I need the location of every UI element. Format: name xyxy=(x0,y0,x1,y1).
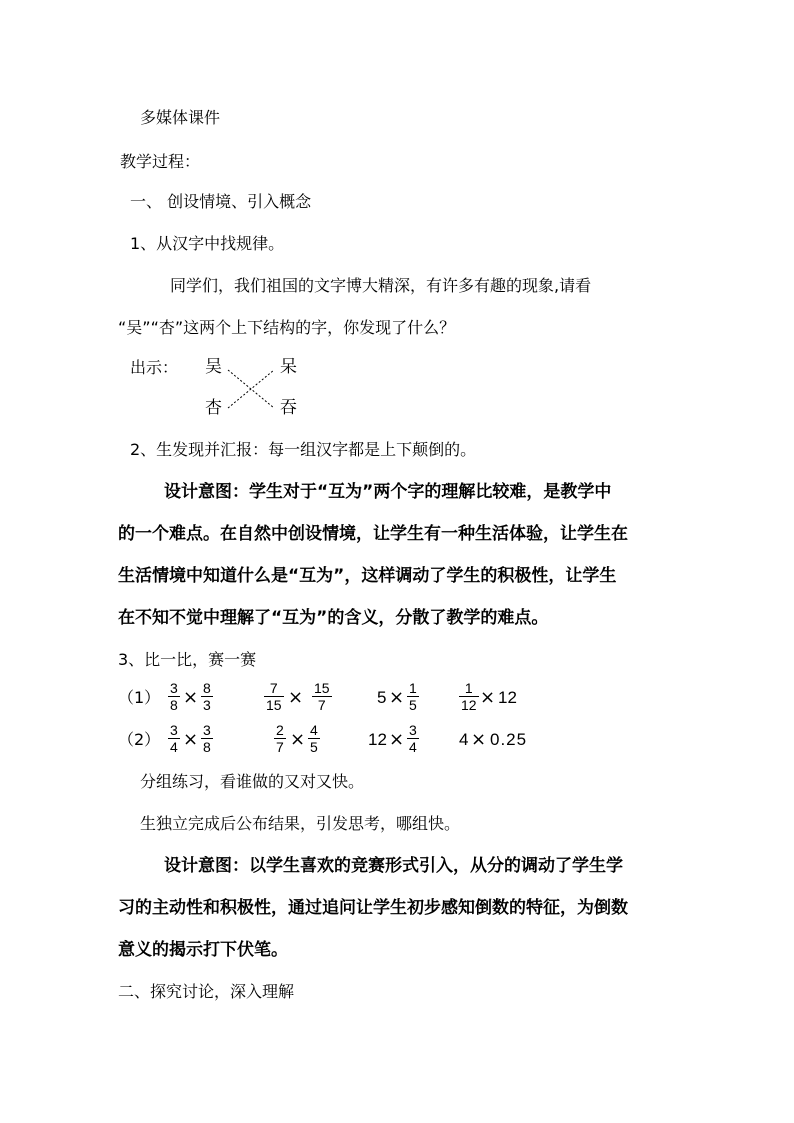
design-intent-1-line1: 设计意图：学生对于“互为”两个字的理解比较难，是教学中 xyxy=(164,482,612,502)
whole-number: 5 xyxy=(377,688,387,707)
cross-lines-diagram xyxy=(226,366,276,412)
char-tun: 吞 xyxy=(280,398,297,418)
row-1-label: （1） xyxy=(118,688,161,707)
step-2-text: 2、生发现并汇报：每一组汉字都是上下颠倒的。 xyxy=(130,440,477,459)
whole-number: 12 xyxy=(498,688,517,707)
char-wu: 吴 xyxy=(205,357,222,377)
design-intent-2-line1: 设计意图：以学生喜欢的竞赛形式引入，从分的调动了学生学 xyxy=(164,856,623,876)
paragraph-intro-1: 同学们，我们祖国的文字博大精深，有许多有趣的现象,请看 xyxy=(170,276,592,295)
times-sign: × xyxy=(389,729,405,750)
design-intent-2-line3: 意义的揭示打下伏笔。 xyxy=(118,940,288,960)
section-one-title: 一、 创设情境、引入概念 xyxy=(130,192,312,211)
independent-work-text: 生独立完成后公布结果，引发思考，哪组快。 xyxy=(140,814,461,833)
row-2-label: （2） xyxy=(118,730,161,749)
fraction: $\frac{3}{8}$ xyxy=(170,680,178,713)
fraction: $\frac{1}{5}$ xyxy=(409,680,417,713)
fraction: $\frac{2}{7}$ xyxy=(276,722,284,755)
step-1-title: 1、从汉字中找规律。 xyxy=(130,234,285,253)
char-dai: 呆 xyxy=(280,357,297,377)
char-xing: 杏 xyxy=(205,398,222,418)
times-sign: × xyxy=(480,687,496,708)
section-two-title: 二、探究讨论，深入理解 xyxy=(118,982,295,1001)
whole-number: 4 xyxy=(459,730,469,749)
fraction: $\frac{8}{3}$ xyxy=(203,680,211,713)
times-sign: × xyxy=(183,729,199,750)
fraction: $\frac{3}{8}$ xyxy=(203,722,211,755)
times-sign: × xyxy=(389,687,405,708)
fraction: $\frac{15}{7}$ xyxy=(314,680,330,713)
group-practice-text: 分组练习，看谁做的又对又快。 xyxy=(140,772,365,791)
times-sign: × xyxy=(471,729,487,750)
times-sign: × xyxy=(183,687,199,708)
times-sign: × xyxy=(288,687,304,708)
times-sign: × xyxy=(290,729,306,750)
fraction: $\frac{3}{4}$ xyxy=(170,722,178,755)
fraction: $\frac{4}{5}$ xyxy=(310,722,318,755)
decimal-number: 0.25 xyxy=(490,730,528,749)
paragraph-intro-2: “吴”“杏”这两个上下结构的字，你发现了什么？ xyxy=(118,318,456,337)
design-intent-1-line2: 的一个难点。在自然中创设情境，让学生有一种生活体验，让学生在 xyxy=(118,524,628,544)
show-label: 出示： xyxy=(130,358,179,377)
fraction: $\frac{3}{4}$ xyxy=(409,722,417,755)
design-intent-1-line4: 在不知不觉中理解了“互为”的含义，分散了教学的难点。 xyxy=(118,608,549,628)
heading-multimedia: 多媒体课件 xyxy=(140,108,221,127)
step-3-title: 3、比一比，赛一赛 xyxy=(118,650,257,669)
design-intent-1-line3: 生活情境中知道什么是“互为”，这样调动了学生的积极性，让学生 xyxy=(118,566,617,586)
fraction: $\frac{1}{12}$ xyxy=(461,680,477,713)
heading-teaching-process: 教学过程： xyxy=(120,152,201,171)
whole-number: 12 xyxy=(368,730,387,749)
design-intent-2-line2: 习的主动性和积极性，通过追问让学生初步感知倒数的特征，为倒数 xyxy=(118,898,628,918)
fraction: $\frac{7}{15}$ xyxy=(266,680,282,713)
